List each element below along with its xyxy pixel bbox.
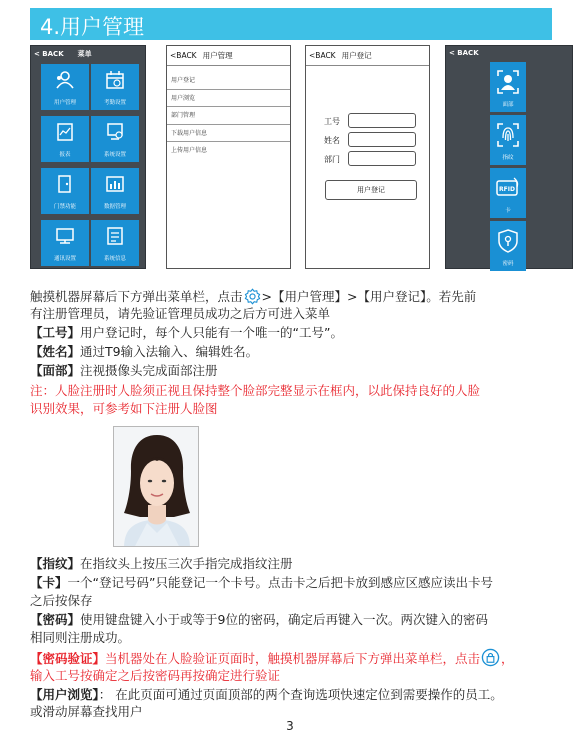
label-card: 【卡】 [30,575,68,590]
menu-header [34,49,92,59]
rfid-card-icon [496,175,520,201]
label-name: 【姓名】 [30,344,81,359]
tile-label: 通讯设置 [53,256,76,262]
tile-system-info[interactable] [91,220,139,266]
id-input[interactable] [348,113,416,128]
sample-face-photo [113,426,199,547]
tile-label: 门禁功能 [53,204,76,210]
tile-label: 密码 [502,261,514,267]
tile-data-management[interactable] [91,168,139,214]
paragraph-password: 【密码】使用键盘键入小于或等于9位的密码，确定后再键入一次。两次键入的密码 [30,612,488,627]
list-item[interactable]: 部门管理 [167,107,290,125]
label-password-verify: 【密码验证】 [30,651,106,666]
label-fingerprint: 【指纹】 [30,556,81,571]
back-chevron-icon[interactable]: < [309,51,316,60]
tile-label: 用户管理 [53,100,76,106]
intro-text-a: 触摸机器屏幕后下方弹出菜单栏，点击 [30,289,243,304]
tile-network-settings[interactable] [41,220,89,266]
paragraph-user-browse-line2: 或滑动屏幕查找用户 [30,704,143,719]
paragraph-face: 【面部】注视摄像头完成面部注册 [30,363,218,378]
register-button[interactable]: 用户登记 [325,180,417,200]
screen-title: 用户管理 [202,51,233,60]
tile-attendance-settings[interactable] [91,64,139,110]
header-divider [167,65,290,66]
back-button[interactable]: BACK [176,51,197,60]
field-label-name: 姓名 [324,136,340,145]
list-item[interactable]: 用户登记 [167,72,290,90]
gear-icon [244,288,261,305]
label-user-browse: 【用户浏览】 [30,687,99,702]
label-password: 【密码】 [30,612,81,627]
page-number: 3 [286,719,294,733]
lock-icon [481,648,500,667]
paragraph-card: 【卡】一个“登记号码”只能登记一个卡号。点击卡之后把卡放到感应区感应读出卡号 [30,575,493,590]
header-divider [306,65,429,66]
back-button[interactable]: < BACK [449,49,479,57]
users-icon [55,70,75,90]
intro-text-b: >【用户管理】>【用户登记】。若先前 [261,289,477,304]
info-icon [105,226,125,246]
list-item[interactable]: 上传用户信息 [171,147,208,154]
tile-fingerprint[interactable] [490,115,526,165]
paragraph-password-verify: 【密码验证】当机器处在人脸验证页面时，触摸机器屏幕后下方弹出菜单栏，点击 ， [30,648,514,667]
tile-reports[interactable] [41,116,89,162]
name-input[interactable] [348,132,416,147]
data-icon [105,174,125,194]
tile-label: 面部 [502,102,514,108]
tile-label: 报表 [59,152,71,158]
note-line-1: 注：人脸注册时人脸须正视且保持整个脸部完整显示在框内，以此保持良好的人脸 [30,383,481,398]
tile-card[interactable] [490,168,526,218]
label-employee-id: 【工号】 [30,325,81,340]
user-menu-list [167,72,290,160]
paragraph-password-verify-line2: 输入工号按确定之后按密码再按确定进行验证 [30,668,281,683]
tile-user-management[interactable] [41,64,89,110]
screen-title: 用户登记 [341,51,372,60]
paragraph-intro [30,288,476,305]
back-chevron-icon[interactable]: < [170,51,177,60]
menu-screen [30,45,146,269]
tile-password[interactable] [490,221,526,271]
registration-methods-screen [445,45,573,269]
user-registration-screen [305,45,430,269]
tile-face[interactable] [490,62,526,112]
door-icon [55,174,75,194]
fingerprint-icon [496,122,520,148]
password-icon [496,228,520,254]
screen-header [170,50,233,61]
field-label-department: 部门 [324,155,340,164]
calendar-icon [105,70,125,90]
tile-label: 系统信息 [103,256,126,262]
paragraph-user-browse: 【用户浏览】： 在此页面可通过页面顶部的两个查询选项快速定位到需要操作的员工。 [30,687,503,702]
user-management-screen [166,45,291,269]
network-icon [55,226,75,246]
department-input[interactable] [348,151,416,166]
section-header [30,8,552,40]
section-title: 4.用户管理 [40,15,145,39]
paragraph-password-line2: 相同则注册成功。 [30,630,131,645]
tile-label: 卡 [505,208,511,214]
face-icon [496,69,520,95]
screen-header [309,50,372,61]
note-line-2: 识别效果，可参考如下注册人脸图 [30,401,218,416]
paragraph-fingerprint: 【指纹】在指纹头上按压三次手指完成指纹注册 [30,556,293,571]
svg-text:RFID: RFID [499,186,515,193]
list-item[interactable]: 下载用户信息 [167,125,290,143]
tile-label: 指纹 [502,155,514,161]
tile-label: 系统设置 [103,152,126,158]
list-item[interactable]: 用户浏览 [167,90,290,108]
tile-label: 考勤设置 [103,100,126,106]
paragraph-name: 【姓名】通过T9输入法输入、编辑姓名。 [30,344,259,359]
report-icon [55,122,75,142]
paragraph-employee-id: 【工号】用户登记时，每个人只能有一个唯一的“工号”。 [30,325,343,340]
tile-system-settings[interactable] [91,116,139,162]
field-label-id: 工号 [324,117,340,126]
label-face: 【面部】 [30,363,81,378]
settings-icon [105,122,125,142]
paragraph-intro-line2: 有注册管理员，请先验证管理员成功之后方可进入菜单 [30,306,331,321]
tile-access-control[interactable] [41,168,89,214]
tile-label: 数据管理 [103,204,126,210]
back-button[interactable]: < BACK [34,50,64,58]
paragraph-card-line2: 之后按保存 [30,593,93,608]
back-button[interactable]: BACK [315,51,336,60]
menu-title: 菜单 [77,50,92,58]
